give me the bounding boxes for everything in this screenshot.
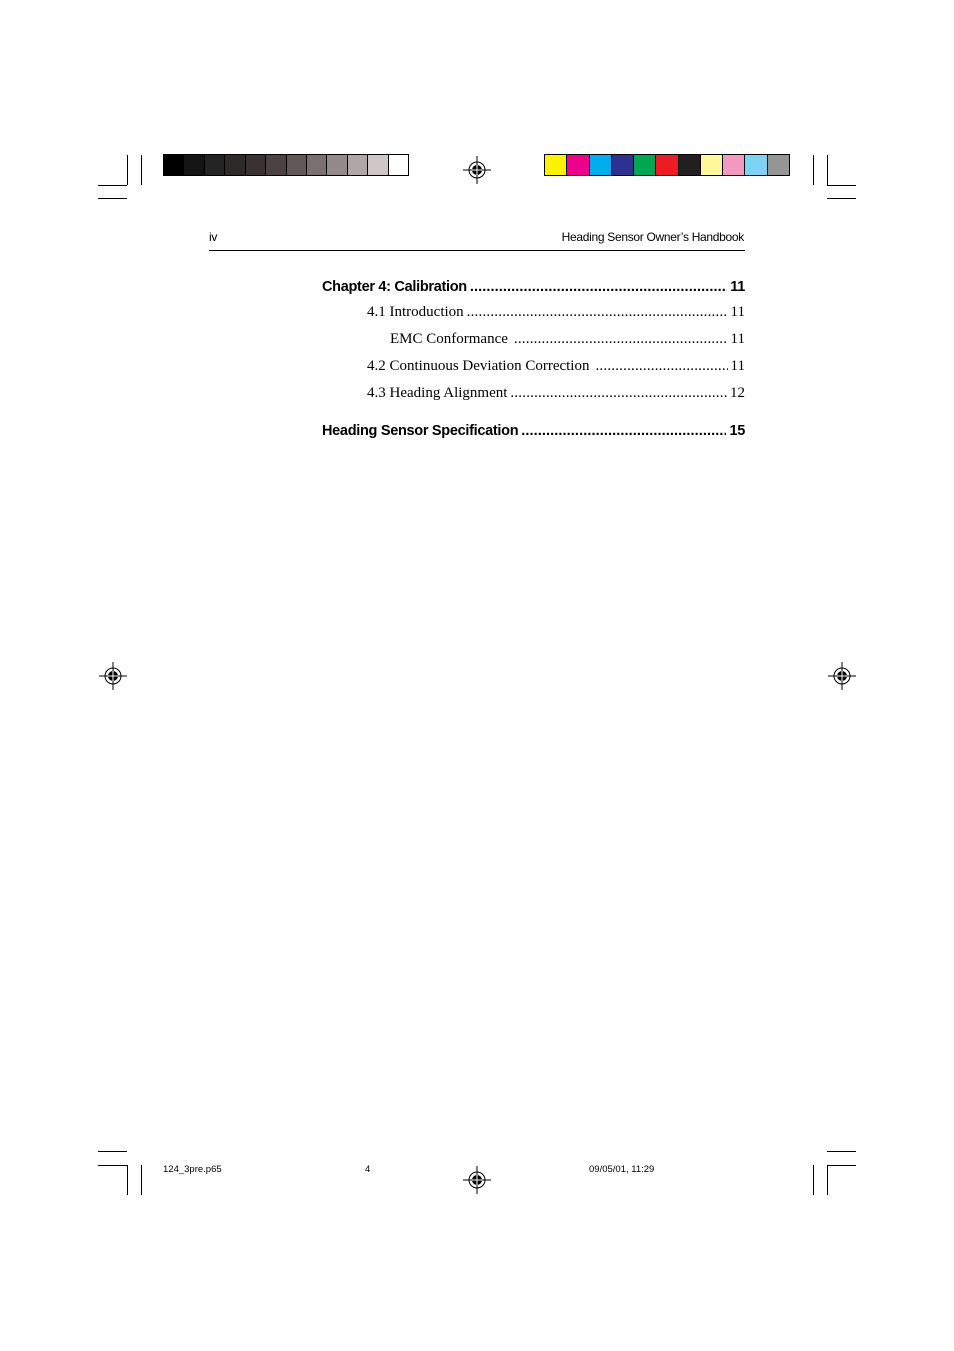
toc-entry-chapter[interactable] bbox=[322, 279, 745, 295]
crop-mark bbox=[827, 1151, 856, 1152]
toc-entry-subsection[interactable] bbox=[390, 331, 745, 348]
toc-leader-dots bbox=[467, 304, 728, 321]
color-swatch bbox=[590, 155, 612, 175]
toc-entry-title: Chapter 4: Calibration bbox=[322, 279, 467, 295]
registration-mark-icon bbox=[828, 662, 856, 690]
color-swatch bbox=[205, 155, 225, 175]
color-swatch bbox=[368, 155, 388, 175]
table-of-contents bbox=[322, 275, 745, 455]
toc-entry-page: 15 bbox=[729, 423, 745, 439]
running-header-title: Heading Sensor Owner’s Handbook bbox=[561, 230, 744, 244]
color-swatch bbox=[266, 155, 286, 175]
toc-leader-dots bbox=[595, 358, 727, 375]
toc-entry-title: EMC Conformance bbox=[390, 331, 508, 347]
toc-entry-section[interactable] bbox=[367, 358, 745, 375]
crop-mark bbox=[141, 1165, 142, 1195]
toc-leader-dots bbox=[510, 385, 727, 402]
color-swatch bbox=[745, 155, 767, 175]
registration-mark-icon bbox=[463, 156, 491, 184]
crop-mark bbox=[813, 155, 814, 185]
toc-entry-page: 11 bbox=[730, 331, 745, 347]
color-swatch bbox=[389, 155, 408, 175]
crop-mark bbox=[127, 155, 128, 185]
crop-mark bbox=[98, 1151, 127, 1152]
color-swatch bbox=[679, 155, 701, 175]
crop-mark bbox=[827, 185, 856, 186]
crop-mark bbox=[827, 198, 856, 199]
crop-mark bbox=[98, 198, 127, 199]
color-swatch bbox=[225, 155, 245, 175]
toc-leader-dots bbox=[470, 279, 727, 295]
toc-entry-title: 4.3 Heading Alignment bbox=[367, 385, 508, 401]
crop-mark bbox=[827, 1165, 856, 1166]
color-swatch bbox=[723, 155, 745, 175]
toc-entry-title: 4.2 Continuous Deviation Correction bbox=[367, 358, 590, 374]
process-color-bar bbox=[544, 154, 790, 176]
toc-entry-section[interactable] bbox=[367, 304, 745, 321]
crop-mark bbox=[141, 155, 142, 185]
toc-entry-section[interactable] bbox=[367, 385, 745, 402]
slug-page: 4 bbox=[365, 1164, 371, 1175]
color-swatch bbox=[164, 155, 184, 175]
color-swatch bbox=[567, 155, 589, 175]
color-swatch bbox=[545, 155, 567, 175]
color-swatch bbox=[327, 155, 347, 175]
color-swatch bbox=[701, 155, 723, 175]
color-swatch bbox=[612, 155, 634, 175]
color-swatch bbox=[656, 155, 678, 175]
toc-leader-dots bbox=[521, 423, 726, 439]
color-swatch bbox=[287, 155, 307, 175]
toc-entry-page: 11 bbox=[730, 279, 745, 295]
toc-entry-page: 11 bbox=[730, 358, 745, 374]
crop-mark bbox=[827, 1165, 828, 1195]
header-rule bbox=[209, 250, 745, 251]
color-swatch bbox=[246, 155, 266, 175]
toc-entry-title: 4.1 Introduction bbox=[367, 304, 464, 320]
crop-mark bbox=[98, 185, 127, 186]
toc-entry-chapter[interactable] bbox=[322, 423, 745, 439]
toc-entry-page: 11 bbox=[730, 304, 745, 320]
crop-mark bbox=[98, 1165, 127, 1166]
toc-entry-title: Heading Sensor Specification bbox=[322, 423, 519, 439]
slug-datetime: 09/05/01, 11:29 bbox=[589, 1164, 655, 1175]
registration-mark-icon bbox=[463, 1166, 491, 1194]
crop-mark bbox=[127, 1165, 128, 1195]
color-swatch bbox=[348, 155, 368, 175]
color-swatch bbox=[184, 155, 204, 175]
toc-entry-page: 12 bbox=[730, 385, 745, 401]
slug-filename: 124_3pre.p65 bbox=[163, 1164, 222, 1175]
registration-mark-icon bbox=[99, 662, 127, 690]
crop-mark bbox=[813, 1165, 814, 1195]
page-number: iv bbox=[209, 230, 218, 244]
color-swatch bbox=[768, 155, 789, 175]
color-swatch bbox=[307, 155, 327, 175]
crop-mark bbox=[827, 155, 828, 185]
grayscale-color-bar bbox=[163, 154, 409, 176]
color-swatch bbox=[634, 155, 656, 175]
toc-leader-dots bbox=[514, 331, 728, 348]
